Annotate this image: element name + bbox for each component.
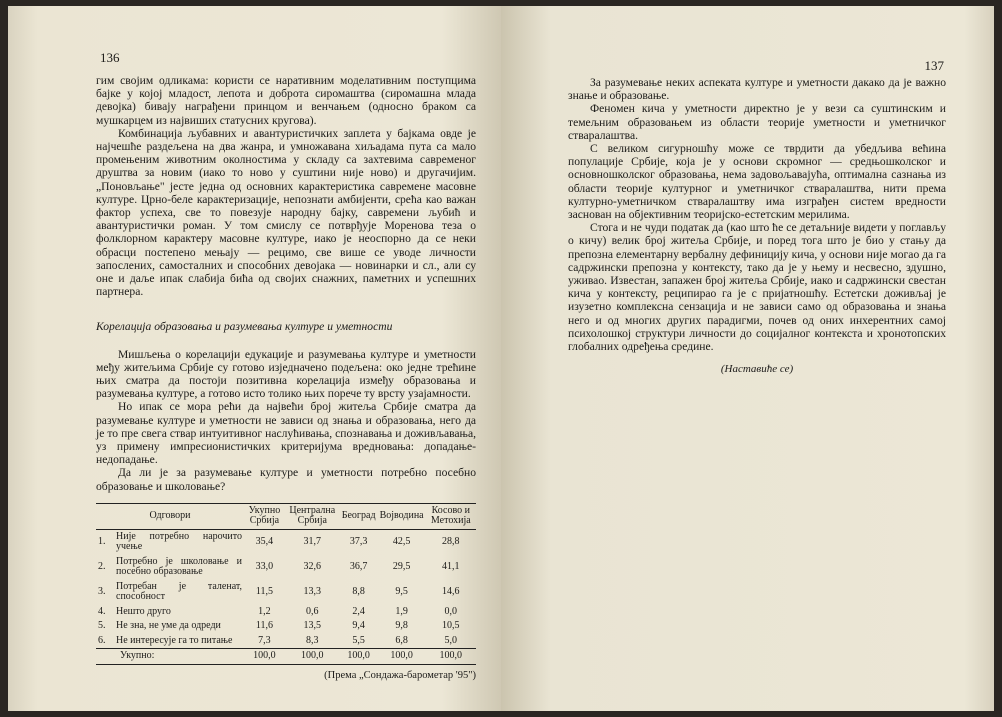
table-cell: 8,3 — [306, 634, 319, 646]
row-index: 3. — [98, 586, 106, 598]
row-label: Потребан је таленат, способност — [116, 580, 242, 603]
table-row — [96, 619, 476, 634]
table-source: (Према „Сондажа-барометар '95") — [324, 669, 476, 681]
table-cell: 8,8 — [352, 586, 365, 598]
column-header: Централна Србија — [285, 503, 340, 529]
row-index: 2. — [98, 561, 106, 573]
total-label: Укупно: — [96, 649, 244, 665]
paragraph: Феномен кича у уметности директно је у вези са суштинским и темељним образовањем из области теорије уметности и уметничког стваралаштва. — [568, 102, 946, 142]
page-number-right: 137 — [924, 58, 944, 73]
table-cell: 11,6 — [255, 620, 273, 632]
column-header: Укупно Србија — [244, 503, 285, 529]
table-cell: 6,8 — [395, 634, 408, 646]
table-cell: 1,2 — [258, 605, 271, 617]
book-spread — [8, 6, 994, 711]
table-cell: 100,0 — [244, 649, 285, 665]
table-cell: 1,9 — [395, 605, 408, 617]
table-cell: 100,0 — [426, 649, 476, 665]
column-header: Београд — [340, 503, 378, 529]
paragraph: Комбинација љубавних и авантуристичких заплета у бајкама овде је најчешће раздељена на два жанра, и умножавана хиљадама пута са мало промењеним животним околностима у складу са захтевима савременог друштва за новим (иако то ново у суштини није ново) и другачијим. „Поновљање" јесте једна од основних карактеристика савремене масовне културе. Црно-беле карактеризације, непознати амбијенти, срећа као важан фактор успеха, све то повезује народну бајку, савремени љубић и авантуристички роман. У том смислу се потврђује Моренова теза о фолклорном карактеру масовне културе, иако је неоспорно да се неки обрасци постепено мењају — рецимо, све више се уводе личности запослених, самосталних и способних девојака — новинарки и сл., али су оне и даље ипак слабија бића од својих снажних, паметних и успешних партнера. — [96, 126, 476, 299]
paragraph: С великом сигурношћу може се тврдити да убедљива већина популације Србије, која је у основи скромног — средњошколског и основношколског образовања, нема задовољавајућа, оптимална сазнања из области теорије културног и уметничког стваралаштва, нити према културно-уметничком стваралаштву има изграђен систем вредности заснован на објективним теоријско-естетским мерилима. — [568, 142, 946, 222]
right-page — [501, 6, 994, 711]
column-header: Војводина — [378, 503, 426, 529]
left-page — [8, 6, 501, 711]
table-cell: 9,5 — [395, 586, 408, 598]
table-cell: 5,0 — [444, 634, 458, 646]
table-cell: 100,0 — [340, 649, 378, 665]
paragraph: Да ли је за разумевање културе и уметности потребно посебно образовање и школовање? — [96, 466, 476, 493]
table-cell: 37,3 — [349, 536, 368, 548]
table-cell: 100,0 — [378, 649, 426, 665]
row-index: 6. — [98, 634, 106, 646]
table-row — [96, 580, 476, 605]
table-header-row — [96, 503, 476, 529]
survey-table — [96, 503, 476, 665]
continuation-text: (Наставиће се) — [720, 363, 794, 376]
left-body — [96, 74, 476, 682]
paragraph: Мишљења о корелацији едукације и разумевања културе и уметности међу житељима Србије су готово изједначено подељена: око једне трећине њих сматра да постоји позитивна корелација између образовања и разумевања културе, а готово исто толико њих порече ту врсту узајамности. — [96, 347, 476, 401]
paragraph: За разумевање неких аспеката културе и уметности дакако да је важно знање и образовање. — [568, 76, 946, 103]
table-row — [96, 555, 476, 580]
paragraph: гим својим одликама: користи се наративним моделативним поступцима бајке у којој младост, лепота и доброта сиромаштва (сиромашна млада девојка) бивају награђени принцом и венчањем (односно браком са мушкарцем из највиших статусних кругова). — [96, 74, 476, 127]
table-cell: 0,6 — [306, 605, 319, 617]
table-cell: 36,7 — [349, 561, 368, 573]
table-cell: 9,8 — [395, 620, 408, 632]
table-cell: 7,3 — [258, 634, 271, 646]
table-cell: 14,6 — [442, 586, 460, 598]
table-cell: 0,0 — [444, 605, 458, 617]
table-row — [96, 634, 476, 649]
table-cell: 32,6 — [303, 561, 322, 573]
row-label: Потребно је школовање и посебно образовање — [116, 555, 242, 578]
page-number-left: 136 — [100, 50, 120, 65]
continuation-note — [568, 363, 946, 376]
row-label: Није потребно нарочито учење — [116, 530, 242, 553]
table-cell: 42,5 — [392, 536, 411, 548]
table-row — [96, 529, 476, 555]
table-cell: 13,5 — [303, 620, 322, 632]
column-header: Одговори — [96, 503, 244, 529]
table-cell: 100,0 — [285, 649, 340, 665]
section-heading: Корелација образовања и разумевања културе и уметности — [96, 320, 393, 334]
table-cell: 2,4 — [352, 605, 365, 617]
row-label: Не зна, не уме да одреди — [116, 620, 221, 632]
table-cell: 13,3 — [303, 586, 322, 598]
right-body — [568, 76, 946, 376]
row-label: Нешто друго — [116, 605, 171, 617]
table-cell: 5,5 — [352, 634, 365, 646]
table-body — [96, 529, 476, 649]
row-label: Не интересује га то питање — [116, 634, 233, 646]
table-cell: 9,4 — [352, 620, 365, 632]
paragraph: Стога и не чуди податак да (као што ће се детаљније видети у поглављу о кичу) велик број житеља Србије, и поред тога што је био у стању да препозна елементарну вербалну дефиницију кича, у основи није могао да га садржински препозна у контексту, тако да је у њему и несвесно, здушно, уживао. Известан, запажен број житеља Србије, иако и садржински свестан кича у контексту, реципирао га је с пријатношћу. Естетски доживљај је изузетно комплексна сензација и не зависи само од образовања и знања него и од многих других парадигми, почев од оних инхерентних самој психолошкој структури личности до социјалног контекста и хронотопских глобалних одређења средине. — [568, 221, 946, 354]
table-row — [96, 605, 476, 620]
row-index: 4. — [98, 605, 106, 617]
table-cell: 11,5 — [255, 586, 273, 598]
table-cell: 28,8 — [442, 536, 460, 548]
table-cell: 31,7 — [303, 536, 322, 548]
table-cell: 10,5 — [442, 620, 460, 632]
table-cell: 35,4 — [255, 536, 274, 548]
table-cell: 41,1 — [442, 561, 460, 573]
paragraph: Но ипак се мора рећи да највећи број житеља Србије сматра да разумевање културе и уметности не зависи од знања и образовања, него да је то пре свега ствар интуитивног наслућивања, спознавања и доживљавања, уз примену импресионистичких критеријума вредновања: допадање-недопадање. — [96, 400, 476, 467]
table-cell: 29,5 — [392, 561, 411, 573]
row-index: 5. — [98, 620, 106, 632]
column-header: Косово и Метохија — [426, 503, 476, 529]
row-index: 1. — [98, 536, 106, 548]
table-total-row — [96, 649, 476, 665]
table-cell: 33,0 — [255, 561, 274, 573]
